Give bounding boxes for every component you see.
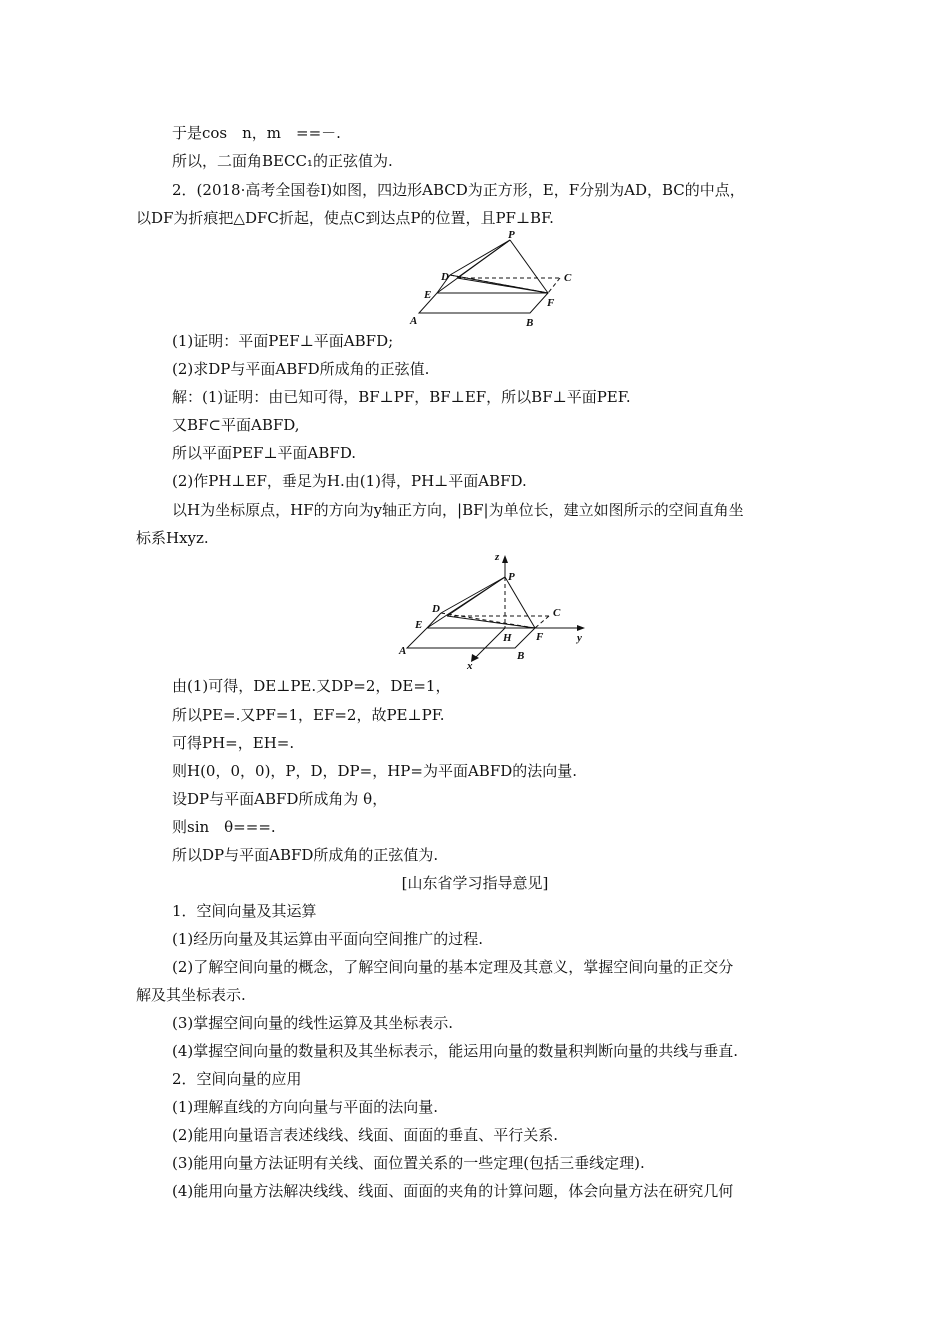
point-label-e: E bbox=[415, 619, 423, 631]
point-label-p: P bbox=[508, 571, 515, 583]
point-label-b: B bbox=[526, 317, 534, 329]
guideline-heading: 1．空间向量及其运算 bbox=[172, 902, 317, 920]
axis-label-x: x bbox=[467, 660, 473, 670]
point-label-c: C bbox=[553, 607, 561, 619]
solution-line: 解：(1)证明：由已知可得，BF⊥PF，BF⊥EF，所以BF⊥平面PEF. bbox=[172, 388, 631, 406]
point-label-a: A bbox=[410, 315, 418, 327]
guideline-item: (1)经历向量及其运算由平面向空间推广的过程. bbox=[172, 930, 484, 948]
solution-line: 所以PE=.又PF=1，EF=2，故PE⊥PF. bbox=[172, 706, 445, 724]
point-label-c: C bbox=[564, 272, 572, 284]
point-label-a: A bbox=[399, 645, 407, 657]
text-line: 所以，二面角BECC₁的正弦值为. bbox=[172, 152, 393, 170]
guideline-item: (2)了解空间向量的概念，了解空间向量的基本定理及其意义，掌握空间向量的正交分 bbox=[172, 958, 734, 976]
text-line: 于是cos n，m ==－. bbox=[172, 124, 341, 142]
guideline-item: (3)能用向量方法证明有关线、面位置关系的一些定理(包括三垂线定理). bbox=[172, 1154, 645, 1172]
guideline-item: 解及其坐标表示. bbox=[136, 986, 246, 1004]
solution-line: 则sin θ===. bbox=[172, 818, 276, 836]
geometry-figure-coordinates bbox=[395, 550, 595, 670]
solution-line: 标系Hxyz. bbox=[136, 529, 209, 547]
solution-line: 以H为坐标原点，HF的方向为y轴正方向，|BF|为单位长，建立如图所示的空间直角坐 bbox=[172, 501, 744, 519]
question-part-1: (1)证明：平面PEF⊥平面ABFD; bbox=[172, 332, 394, 350]
section-heading: [山东省学习指导意见] bbox=[401, 874, 549, 892]
axis-label-y: y bbox=[577, 632, 582, 644]
point-label-d: D bbox=[441, 271, 449, 283]
guideline-item: (4)能用向量方法解决线线、线面、面面的夹角的计算问题，体会向量方法在研究几何 bbox=[172, 1182, 734, 1200]
guideline-item: (3)掌握空间向量的线性运算及其坐标表示. bbox=[172, 1014, 454, 1032]
solution-line: 设DP与平面ABFD所成角为 θ， bbox=[172, 790, 388, 808]
solution-line: 又BF⊂平面ABFD, bbox=[172, 416, 300, 434]
point-label-e: E bbox=[424, 289, 432, 301]
solution-line: 由(1)可得，DE⊥PE.又DP=2，DE=1， bbox=[172, 677, 451, 695]
solution-line: (2)作PH⊥EF，垂足为H.由(1)得，PH⊥平面ABFD. bbox=[172, 472, 527, 490]
point-label-b: B bbox=[517, 650, 525, 662]
solution-line: 可得PH=，EH=. bbox=[172, 734, 295, 752]
problem-statement-line: 2．(2018·高考全国卷Ⅰ)如图，四边形ABCD为正方形，E，F分别为AD，BC的中点， bbox=[172, 181, 745, 199]
solution-line: 则H(0，0，0)，P，D，DP=，HP=为平面ABFD的法向量. bbox=[172, 762, 578, 780]
point-label-p: P bbox=[508, 229, 515, 241]
solution-line: 所以平面PEF⊥平面ABFD. bbox=[172, 444, 357, 462]
guideline-item: (1)理解直线的方向向量与平面的法向量. bbox=[172, 1098, 439, 1116]
point-label-f: F bbox=[547, 297, 555, 309]
guideline-item: (4)掌握空间向量的数量积及其坐标表示，能运用向量的数量积判断向量的共线与垂直. bbox=[172, 1042, 739, 1060]
problem-statement-line: 以DF为折痕把△DFC折起，使点C到达点P的位置，且PF⊥BF. bbox=[136, 209, 554, 227]
solution-line: 所以DP与平面ABFD所成角的正弦值为. bbox=[172, 846, 439, 864]
guideline-item: (2)能用向量语言表述线线、线面、面面的垂直、平行关系. bbox=[172, 1126, 559, 1144]
point-label-f: F bbox=[536, 631, 544, 643]
point-label-d: D bbox=[432, 603, 440, 615]
question-part-2: (2)求DP与平面ABFD所成角的正弦值. bbox=[172, 360, 430, 378]
axis-label-z: z bbox=[495, 551, 500, 563]
point-label-h: H bbox=[503, 632, 512, 644]
geometry-figure-fold bbox=[405, 228, 585, 330]
guideline-heading: 2．空间向量的应用 bbox=[172, 1070, 302, 1088]
